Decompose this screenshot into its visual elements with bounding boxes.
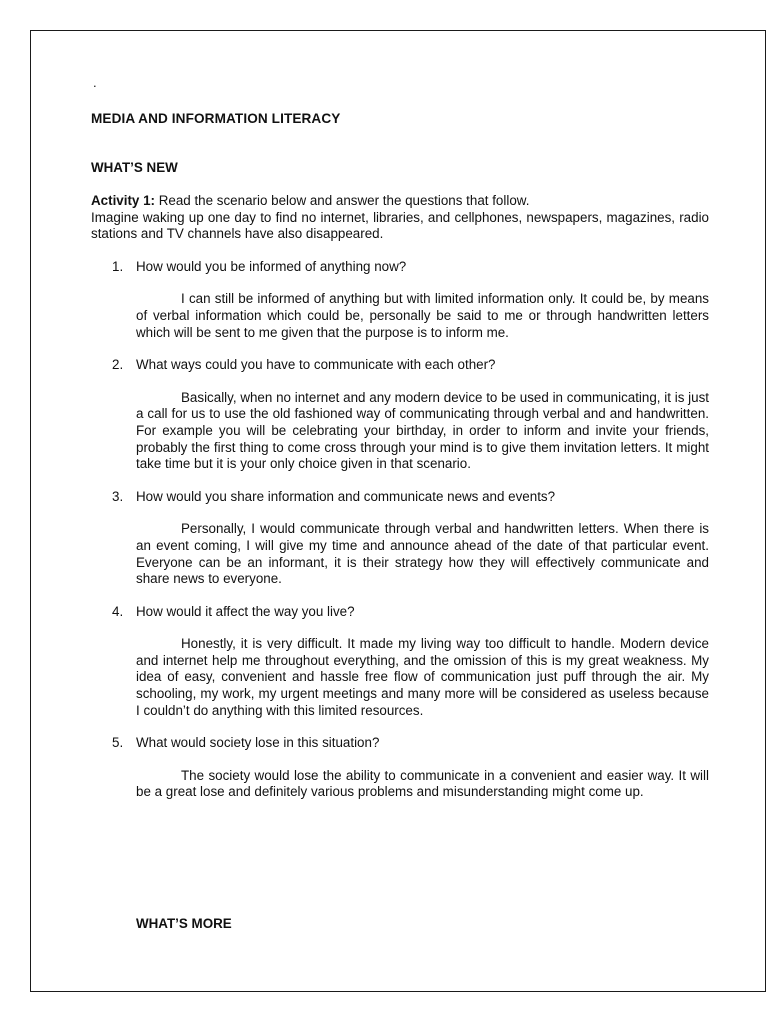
question-item-2 bbox=[91, 357, 709, 473]
question-number: 4. bbox=[112, 603, 124, 619]
activity-instruction-line bbox=[91, 193, 709, 210]
question-text: What would society lose in this situation? bbox=[136, 735, 380, 751]
whats-new-heading: WHAT’S NEW bbox=[91, 160, 178, 175]
question-item-5 bbox=[91, 735, 709, 801]
answer-text: Personally, I would communicate through verbal and handwritten letters. When there is an event coming, I will give my time and announce ahead of the date of that particular event. Everyone can be an informant, it is their strategy how they will effectively communicate and share news to everyone. bbox=[136, 521, 709, 587]
question-text: How would you share information and communicate news and events? bbox=[136, 488, 556, 504]
question-item-1 bbox=[91, 259, 709, 341]
activity-instruction: Read the scenario below and answer the questions that follow. bbox=[155, 193, 530, 208]
question-text: How would it affect the way you live? bbox=[136, 603, 355, 619]
question-item-4 bbox=[91, 604, 709, 720]
document-content bbox=[91, 75, 709, 801]
document-page bbox=[30, 30, 766, 992]
answer-text: Basically, when no internet and any modern device to be used in communicating, it is just a call for us to use the old fashioned way of communicating through verbal and and handwritten. For example you will be celebrating your birthday, in order to inform and invite your friends, probably the first thing to come cross through your mind is to give them invitation letters. It might take time but it is your only choice given in that scenario. bbox=[136, 389, 709, 472]
answer-text: I can still be informed of anything but with limited information only. It could be, by means of verbal information which could be, personally be said to me or through handwritten letters which will be sent to me given that the purpose is to inform me. bbox=[136, 291, 709, 340]
scenario-text: Imagine waking up one day to find no internet, libraries, and cellphones, newspapers, magazines, radio stations and TV channels have also disappeared. bbox=[91, 209, 709, 242]
answer-text: Honestly, it is very difficult. It made my living way too difficult to handle. Modern device and internet help me throughout everything, and the omission of this is my great weakness. My idea of easy, convenient and hassle free flow of communication just puff through the air. My schooling, my work, my urgent meetings and many more will be considered as useless because I couldn’t do anything with this limited resources. bbox=[136, 636, 709, 718]
activity-label: Activity 1: bbox=[91, 193, 155, 208]
question-list bbox=[91, 259, 709, 801]
question-number: 2. bbox=[112, 357, 124, 373]
document-title: MEDIA AND INFORMATION LITERACY bbox=[91, 111, 341, 126]
answer-text: The society would lose the ability to communicate in a convenient and easier way. It will be a great lose and definitely various problems and misunderstanding might come up. bbox=[136, 767, 709, 800]
question-item-3 bbox=[91, 489, 709, 588]
question-number: 3. bbox=[112, 488, 124, 504]
question-text: What ways could you have to communicate with each other? bbox=[136, 357, 496, 373]
whats-more-heading: WHAT’S MORE bbox=[136, 916, 232, 931]
stray-dot: . bbox=[93, 75, 97, 90]
question-text: How would you be informed of anything now? bbox=[136, 258, 407, 274]
question-number: 5. bbox=[112, 735, 124, 751]
question-number: 1. bbox=[112, 258, 124, 274]
